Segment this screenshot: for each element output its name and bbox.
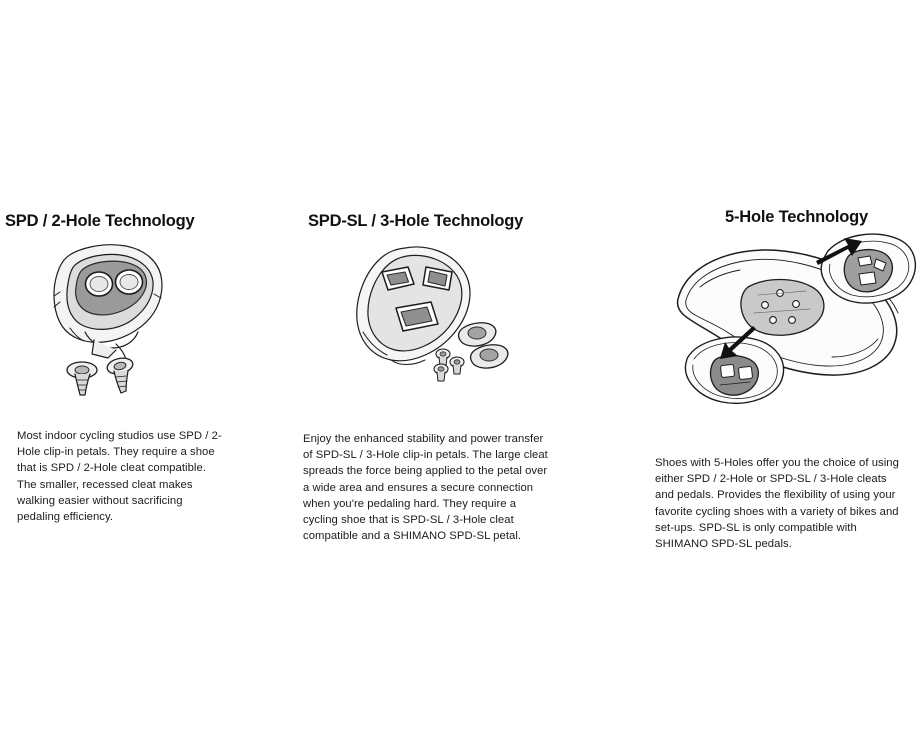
panel-5-hole — [640, 0, 920, 736]
panel-spd-2-hole — [0, 0, 290, 736]
panel-body-5-hole: Shoes with 5-Holes offer you the choice of using either SPD / 2-Hole or SPD-SL / 3-Hole cleats and pedals. Provides the flexibility of using your favorite cycling shoes with a variety of bikes and set-ups. SPD-SL is only compatible with SHIMANO SPD-SL pedals. — [655, 457, 899, 550]
spd-sl-3-hole-cleat-illustration — [335, 236, 545, 411]
panel-body-spd-sl-3-hole: Enjoy the enhanced stability and power transfer of SPD-SL / 3-Hole clip-in petals. The large cleat spreads the force being applied to the petal over a wide area and ensures a secure connection when you're pedaling hard. They require a cycling shoe that is SPD-SL / 3-Hole cleat compatible and a SHIMANO SPD-SL petal. — [303, 433, 548, 542]
panel-spd-sl-3-hole — [295, 0, 585, 736]
five-hole-shoe-sole-illustration — [670, 225, 920, 430]
panel-body-spd-2-hole: Most indoor cycling studios use SPD / 2-Hole clip-in petals. They require a shoe that is SPD / 2-Hole cleat compatible. The smaller, recessed cleat makes walking easier without sacrificing pedaling efficiency. — [17, 430, 222, 523]
panel-title-5-hole: 5-Hole Technology — [725, 208, 868, 226]
spd-2-hole-cleat-illustration — [30, 232, 230, 407]
panel-title-spd-sl-3-hole: SPD-SL / 3-Hole Technology — [308, 212, 524, 230]
panel-title-spd-2-hole: SPD / 2-Hole Technology — [5, 212, 195, 230]
